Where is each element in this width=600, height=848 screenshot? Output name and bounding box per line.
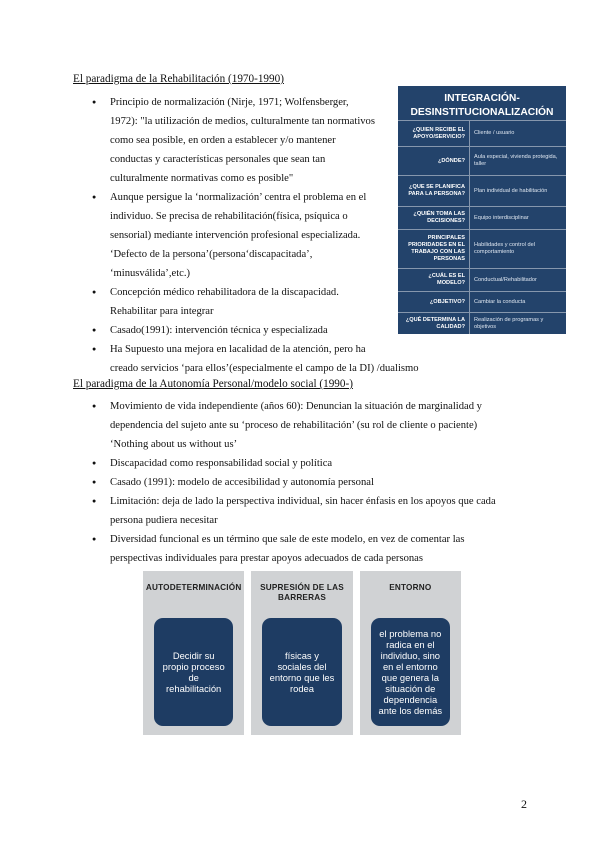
bullet-text-line: ● Discapacidad como responsabilidad social y política [110, 458, 333, 469]
model-box-title-line: ENTORNO [389, 583, 432, 592]
model-box-body [154, 618, 233, 726]
bullet-text-line: ● Principio de normalización (Nirje, 1971; Wolfensberger, [110, 97, 349, 108]
model-box-body-line: radica en el [386, 639, 435, 650]
bullet-item [92, 397, 512, 454]
integration-table-row [398, 291, 566, 312]
bullet-text-line: creado servicios ‘para ellos’(especialmente el campo de la DI) /dualismo [110, 363, 419, 374]
integration-table-row [398, 312, 566, 335]
model-box-body-line: dependencia [383, 694, 438, 705]
integration-answer: Conductual/Rehabilitador [474, 276, 537, 283]
model-box-title-line: BARRERAS [277, 593, 326, 602]
model-box-body [371, 618, 450, 726]
model-box-body-line: propio proceso [162, 661, 225, 672]
integration-answer: Habilidades y control del comportamiento [474, 242, 535, 255]
bullet-text-line: 1972): "la utilización de medios, culturalmente tan normativos [110, 116, 375, 127]
bullet-text-line: perspectivas individuales para prestar apoyos adecuados de cada personas [110, 553, 423, 564]
bullet-text-line: sensorial) mediante intervención profesional especializada. [110, 230, 361, 241]
bullet-item [92, 340, 419, 378]
model-box-body-line: rehabilitación [166, 683, 222, 694]
section2-bullets [92, 397, 512, 568]
integration-answer: Aula especial, vivienda protegida, taller [474, 154, 558, 167]
integration-answer: Equipo interdisciplinar [474, 214, 529, 221]
integration-table-title [398, 86, 566, 120]
model-box-body-line: de [188, 672, 199, 683]
integration-table-row [398, 206, 566, 229]
bullet-text-line: ‘minusválida’,etc.) [110, 268, 191, 279]
integration-question: ¿QUÉ DETERMINA LA CALIDAD? [398, 313, 470, 335]
section2-heading: El paradigma de la Autonomía Personal/modelo social (1990-) [73, 378, 353, 390]
bullet-text-line: individuo. Se precisa de rehabilitación(física, psíquica o [110, 211, 348, 222]
bullet-text-line: ● Limitación: deja de lado la perspectiva individual, sin hacer énfasis en los apoyos que cada [110, 496, 496, 507]
integration-answer: Cambiar la conducta [474, 298, 526, 305]
bullet-text-line: ‘Defecto de la persona’(persona‘discapacitada’, [110, 249, 313, 260]
bullet-item [92, 530, 512, 568]
model-box-title [251, 571, 352, 609]
model-box-body-line: sociales del [277, 661, 327, 672]
integration-question: PRINCIPALES PRIORIDADES EN EL TRABAJO CON LAS PERSONAS [398, 230, 470, 268]
bullet-text-line: ● Diversidad funcional es un término que sale de este modelo, en vez de comentar las [110, 534, 465, 545]
model-box-title [143, 571, 244, 609]
model-box-body [262, 618, 341, 726]
model-box-title-line: AUTODETERMINACIÓN [145, 583, 242, 592]
bullet-item [92, 283, 387, 321]
integration-answer: Cliente / usuario [474, 130, 515, 136]
bullet-text-line: Rehabilitar para integrar [110, 306, 214, 317]
integration-title-line: DESINSTITUCIONALIZACIÓN [410, 107, 554, 118]
model-box [360, 571, 461, 735]
model-box-body-line: que genera la [381, 672, 439, 683]
model-box-body-line: situación de [385, 683, 436, 694]
integration-question: ¿OBJETIVO? [398, 292, 470, 312]
integration-table-row [398, 120, 566, 146]
model-box-title-line: SUPRESIÓN DE LAS [260, 583, 344, 592]
bullet-text-line: ● Aunque persigue la ‘normalización’ centra el problema en el [110, 192, 367, 203]
bullet-item [92, 492, 512, 530]
bullet-text-line: conductas y características personales que sean tan [110, 154, 326, 165]
integration-question: ¿QUIÉN TOMA LAS DECISIONES? [398, 207, 470, 229]
bullet-text-line: culturalmente normativas como es posible" [110, 173, 294, 184]
model-box-body-line: ante los demás [378, 705, 443, 716]
integration-table-row [398, 146, 566, 175]
bullet-item [92, 473, 512, 492]
model-boxes [143, 571, 461, 735]
integration-question: ¿QUIEN RECIBE EL APOYO/SERVICIO? [398, 121, 470, 146]
model-box-body-line: en el entorno [382, 661, 438, 672]
integration-question: ¿DÓNDE? [398, 147, 470, 175]
bullet-text-line: ‘Nothing about us without us’ [110, 439, 238, 450]
bullet-text-line: ● Movimiento de vida independiente (años 60): Denuncian la situación de marginalidad y [110, 401, 482, 412]
model-box [143, 571, 244, 735]
model-box-body-line: rodea [290, 683, 314, 694]
bullet-item [92, 188, 387, 283]
bullet-text-line: persona pudiera necesitar [110, 515, 218, 526]
integration-table-row [398, 268, 566, 291]
bullet-text-line: ● Ha Supuesto una mejora en lacalidad de la atención, pero ha [110, 344, 366, 355]
model-box [251, 571, 352, 735]
model-box-body-line: el problema no [379, 628, 442, 639]
bullet-text-line: ● Casado (1991): modelo de accesibilidad y autonomía personal [110, 477, 374, 488]
bullet-text-line: dependencia del sujeto ante su ‘proceso de rehabilitación’ (su rol de cliente o paciente) [110, 420, 478, 431]
page-number: 2 [521, 797, 527, 811]
integration-table [398, 86, 566, 334]
bullet-item [92, 454, 512, 473]
model-box-body-line: individuo, sino [380, 650, 441, 661]
integration-table-row [398, 175, 566, 206]
integration-answer: Realización de programas y objetivos [474, 317, 544, 330]
model-box-body-line: entorno que les [269, 672, 335, 683]
integration-table-row [398, 229, 566, 268]
bullet-text-line: ● Casado(1991): intervención técnica y especializada [110, 325, 328, 336]
bullet-item [92, 321, 387, 340]
model-box-title [360, 571, 461, 609]
bullet-text-line: ● Concepción médico rehabilitadora de la discapacidad. [110, 287, 339, 298]
bullet-item [92, 93, 387, 188]
integration-answer: Plan individual de habilitación [474, 187, 548, 194]
model-box-body-line: Decidir su [172, 650, 215, 661]
integration-question: ¿QUE SE PLANIFICA PARA LA PERSONA? [398, 176, 470, 206]
section1-bullets [92, 93, 419, 378]
section1-heading: El paradigma de la Rehabilitación (1970-1990) [73, 73, 284, 85]
model-box-body-line: físicas y [285, 650, 319, 661]
integration-question: ¿CUÁL ES EL MODELO? [398, 269, 470, 291]
bullet-text-line: como sea posible, en orden a establecer y/o mantener [110, 135, 336, 146]
integration-title-line: INTEGRACIÓN- [444, 93, 520, 104]
